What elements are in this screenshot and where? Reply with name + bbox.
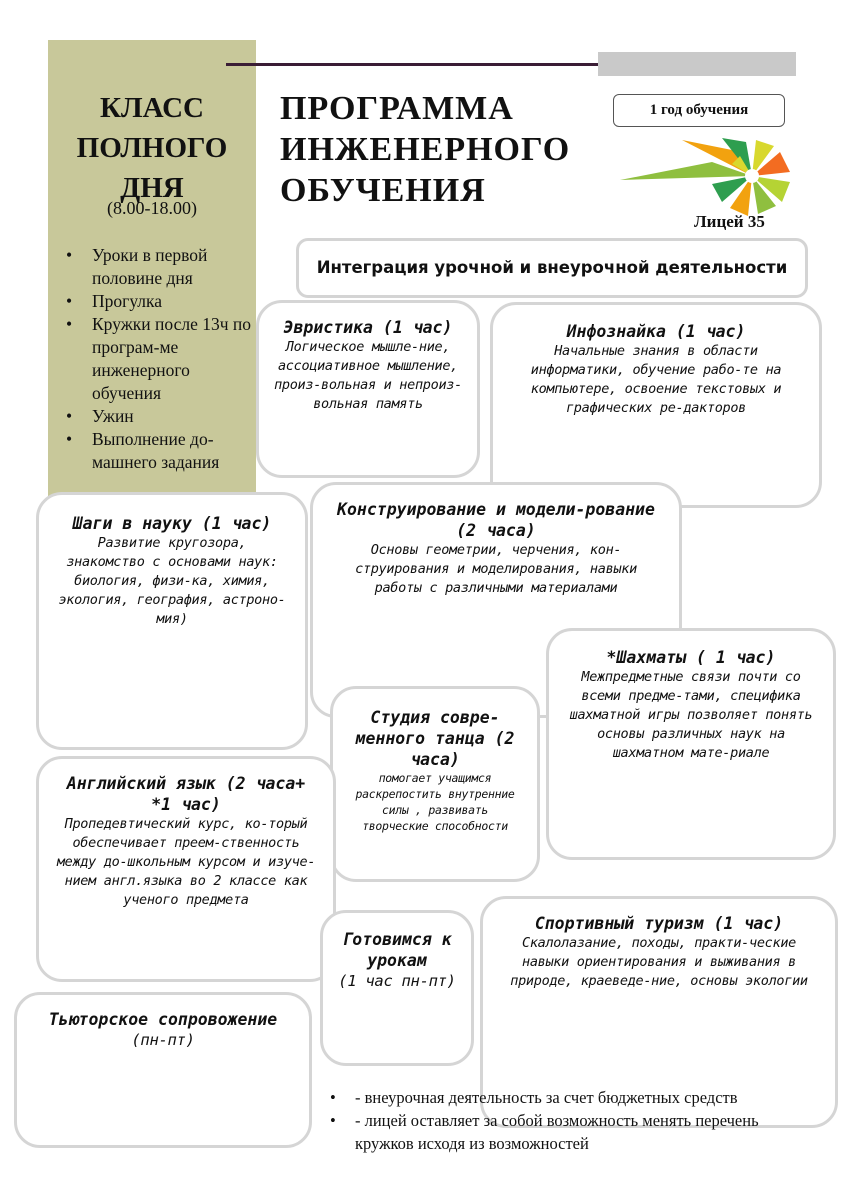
header-accent-bar	[598, 52, 796, 76]
card-homework-prep	[320, 910, 474, 1066]
card-title: Английский язык (2 часа+ *1 час)	[66, 774, 306, 814]
card-description: помогает учащимся раскрепостить внутренние силы , развивать творческие способности	[355, 771, 515, 833]
card-english	[36, 756, 336, 982]
school-name: Лицей 35	[694, 212, 765, 231]
card-title: Готовимся к урокам	[342, 930, 452, 970]
card-title: Конструирование и модели-рование (2 часа)	[337, 500, 655, 540]
card-description: Основы геометрии, черчения, кон-струирования и моделирования, навыки работы с различными материалами	[355, 542, 637, 596]
card-tutor-support	[14, 992, 312, 1148]
card-description: (пн-пт)	[131, 1031, 195, 1049]
integration-banner: Интеграция урочной и внеурочной деятельности	[296, 238, 808, 298]
year-badge: 1 год обучения	[613, 94, 785, 127]
daily-schedule-list	[66, 244, 252, 474]
card-title: Тьюторское сопровожение	[48, 1010, 278, 1029]
card-infoznayka	[490, 302, 822, 508]
list-item: • Уроки в первой половине дня	[66, 244, 252, 290]
card-description: Развитие кругозора, знакомство с основами наук: биология, физи-ка, химия, экология, география, астроно-мия)	[58, 535, 286, 627]
card-title: Студия совре-менного танца (2 часа)	[355, 708, 515, 769]
card-heuristics	[256, 300, 480, 478]
page-title: ПРОГРАММА ИНЖЕНЕРНОГО ОБУЧЕНИЯ	[280, 90, 571, 209]
card-description: Логическое мышле-ние, ассоциативное мышление, произ-вольная и непроиз-вольная память	[274, 339, 462, 412]
card-dance-studio	[330, 686, 540, 882]
card-description: Начальные знания в области информатики, обучение рабо-те на компьютере, освоение текстовых и графических ре-дакторов	[530, 343, 782, 416]
card-title: Спортивный туризм (1 час)	[534, 914, 784, 933]
list-item: • Прогулка	[66, 290, 252, 313]
list-item: • Выполнение до-машнего задания	[66, 428, 252, 474]
footnotes-list	[330, 1086, 800, 1155]
list-item: • Ужин	[66, 405, 252, 428]
card-description: Пропедевтический курс, ко-торый обеспечивает преем-ственность между до-школьным курсом и изуче-нием англ.языка во 2 классе как ученого предмета	[56, 816, 316, 908]
list-item: • Кружки после 13ч по програм-ме инженерного обучения	[66, 313, 252, 405]
list-item: • - лицей оставляет за собой возможность менять перечень кружков исходя из возможностей	[330, 1109, 800, 1155]
card-title: Инфознайка (1 час)	[566, 322, 746, 341]
card-chess	[546, 628, 836, 860]
list-item: • - внеурочная деятельность за счет бюджетных средств	[330, 1086, 800, 1109]
class-hours: (8.00-18.00)	[107, 198, 197, 218]
card-title: *Шахматы ( 1 час)	[606, 648, 776, 667]
card-description: Межпредметные связи почти со всеми предме-тами, специфика шахматной игры позволяет понять основы различных наук на шахматном мате-риале	[569, 669, 813, 761]
card-description: Скалолазание, походы, практи-ческие навыки ориентирования и выживания в природе, краеведе-ние, основы экологии	[510, 935, 808, 989]
card-steps-in-science	[36, 492, 308, 750]
class-title: КЛАСС ПОЛНОГО ДНЯ	[76, 92, 228, 204]
card-title: Шаги в науку (1 час)	[72, 514, 272, 533]
school-logo-icon	[612, 138, 790, 218]
card-description: (1 час пн-пт)	[338, 972, 456, 990]
card-title: Эвристика (1 час)	[283, 318, 453, 337]
